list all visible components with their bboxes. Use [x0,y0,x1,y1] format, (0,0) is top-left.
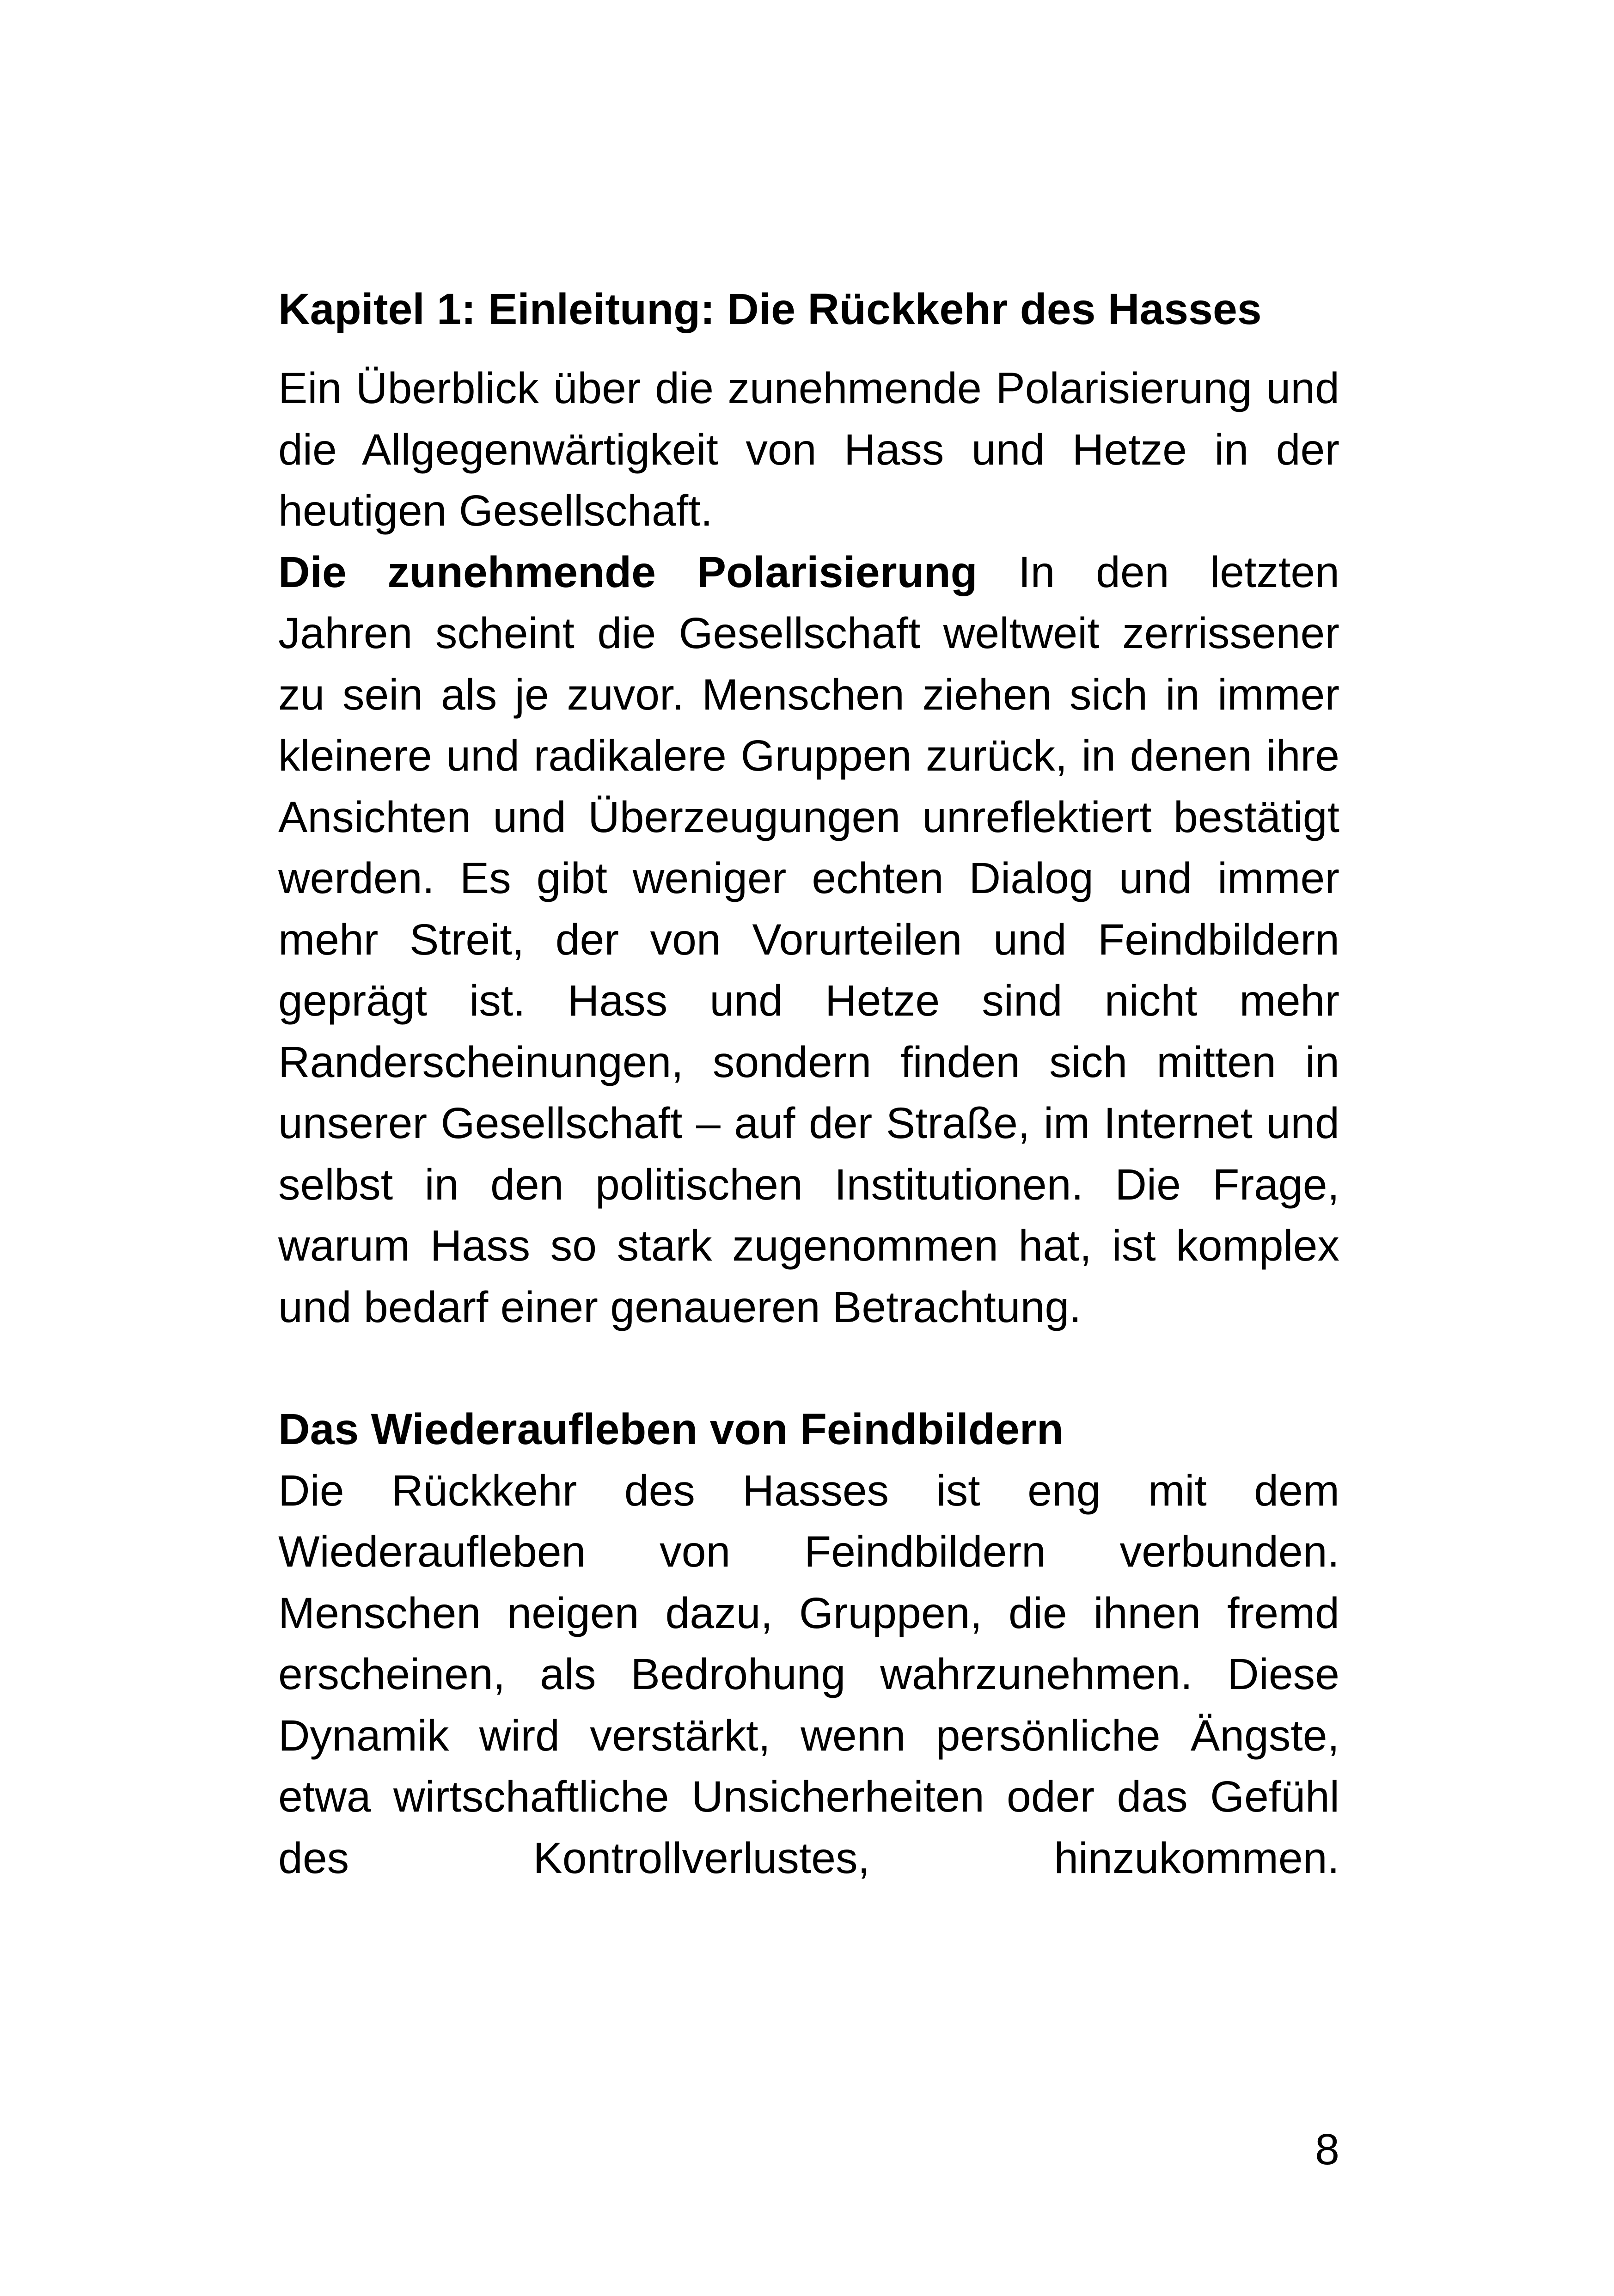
intro-paragraph: Ein Überblick über die zunehmende Polarisierung und die Allgegenwärtigkeit von Hass und Hetze in der heutigen Gesellschaft. [278,364,1339,535]
page-number: 8 [1315,2125,1339,2174]
section-feindbilder-paragraph: Die Rückkehr des Hasses ist eng mit dem Wiederaufleben von Feindbildern verbunden. Menschen neigen dazu, Gruppen, die ihnen fremd erscheinen, als Bedrohung wahrzunehmen. Diese Dynamik wird verstärkt, wenn persönliche Ängste, etwa wirtschaftliche Unsicherheiten oder das Gefühl des Kontrollverlustes, hinzukommen. [278,1466,1339,1883]
section-feindbilder-heading: Das Wiederaufleben von Feindbildern [278,1405,1064,1454]
section-polarisierung-body: In den letzten Jahren scheint die Gesellschaft weltweit zerrissener zu sein als je zuvor. Menschen ziehen sich in immer kleinere und radikalere Gruppen zurück, in denen ihre Ansichten und Überzeugungen unreflektiert bestätigt werden. Es gibt weniger echten Dialog und immer mehr Streit, der von Vorurteilen und Feindbildern geprägt ist. Hass und Hetze sind nicht mehr Randerscheinungen, sondern finden sich mitten in unserer Gesellschaft – auf der Straße, im Internet und selbst in den politischen Institutionen. Die Frage, warum Hass so stark zugenommen hat, ist komplex und bedarf einer genaueren Betrachtung. [278,547,1339,1332]
page-content [278,279,1339,1889]
section-polarisierung-heading: Die zunehmende Polarisierung [278,547,978,597]
chapter-title: Kapitel 1: Einleitung: Die Rückkehr des Hasses [278,285,1262,334]
section-spacer [278,1338,1339,1399]
section-polarisierung-paragraph [278,542,1339,1338]
